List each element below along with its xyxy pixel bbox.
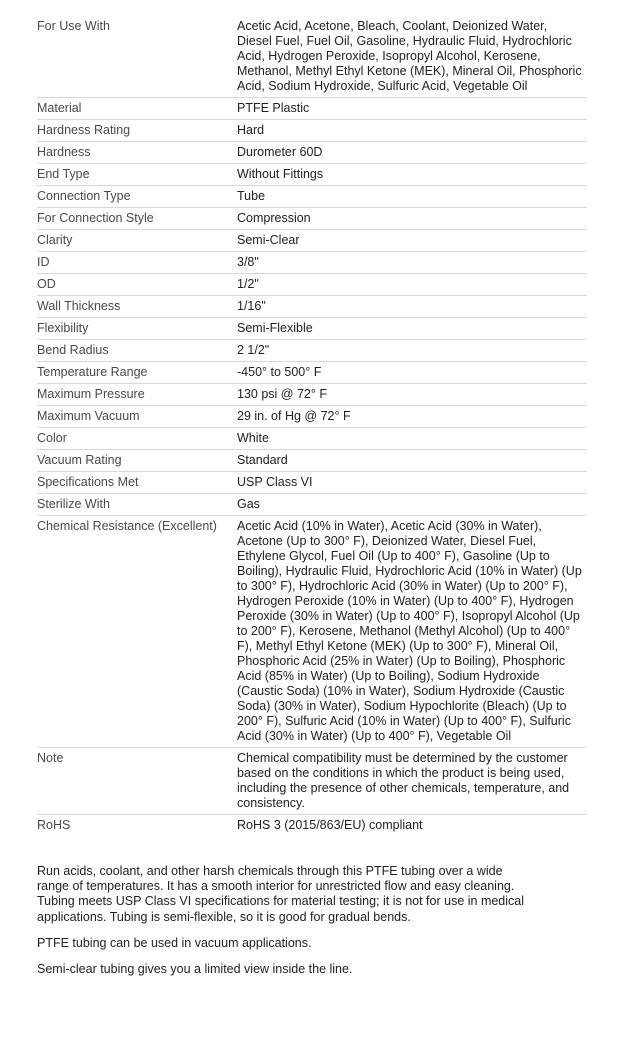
spec-value: Durometer 60D [237,142,587,164]
spec-row [37,472,587,494]
spec-value: 130 psi @ 72° F [237,384,587,406]
spec-value: USP Class VI [237,472,587,494]
spec-value: 3/8" [237,252,587,274]
spec-label: ID [37,252,237,274]
spec-row [37,230,587,252]
spec-label: Clarity [37,230,237,252]
spec-label: Material [37,98,237,120]
spec-row [37,120,587,142]
spec-value: PTFE Plastic [237,98,587,120]
description-paragraph: Run acids, coolant, and other harsh chemicals through this PTFE tubing over a wide range of temperatures. It has a smooth interior for unrestricted flow and easy cleaning. Tubing meets USP Class VI specifications for material testing; it is not for use in medical applications. Tubing is semi-flexible, so it is good for gradual bends. [37,864,525,924]
spec-row [37,406,587,428]
spec-value: Gas [237,494,587,516]
spec-label: RoHS [37,815,237,837]
spec-row [37,274,587,296]
spec-row [37,208,587,230]
spec-value: Hard [237,120,587,142]
spec-label: End Type [37,164,237,186]
product-description [37,864,527,977]
spec-row [37,18,587,98]
spec-row [37,164,587,186]
spec-label: Bend Radius [37,340,237,362]
spec-row [37,98,587,120]
spec-label: Connection Type [37,186,237,208]
spec-label: Chemical Resistance (Excellent) [37,516,237,748]
spec-value: White [237,428,587,450]
spec-label: Specifications Met [37,472,237,494]
spec-row [37,362,587,384]
spec-row [37,318,587,340]
spec-value: -450° to 500° F [237,362,587,384]
spec-value: Acetic Acid (10% in Water), Acetic Acid (30% in Water), Acetone (Up to 300° F), Deionized Water, Diesel Fuel, Ethylene Glycol, Fuel Oil (Up to 400° F), Gasoline (Up to Boiling), Hydraulic Fluid, Hydrochloric Acid (10% in Water) (Up to 300° F), Hydrochloric Acid (30% in Water) (Up to 200° F), Hydrogen Peroxide (10% in Water) (Up to 400° F), Hydrogen Peroxide (30% in Water) (Up to 400° F), Isopropyl Alcohol (Up to 200° F), Kerosene, Methanol (Methyl Alcohol) (Up to 400° F), Methyl Ethyl Ketone (MEK) (Up to 300° F), Mineral Oil, Phosphoric Acid (25% in Water) (Up to Boiling), Phosphoric Acid (85% in Water) (Up to Boiling), Sodium Hydroxide (Caustic Soda) (10% in Water), Sodium Hydroxide (Caustic Soda) (30% in Water), Sodium Hypochlorite (Bleach) (Up to 200° F), Sulfuric Acid (10% in Water) (Up to 400° F), Sulfuric Acid (30% in Water) (Up to 400° F), Vegetable Oil [237,516,587,748]
spec-label: Vacuum Rating [37,450,237,472]
spec-row [37,428,587,450]
spec-row [37,815,587,837]
spec-value: 29 in. of Hg @ 72° F [237,406,587,428]
spec-value: 1/2" [237,274,587,296]
spec-value: 2 1/2" [237,340,587,362]
spec-row [37,340,587,362]
description-paragraph: PTFE tubing can be used in vacuum applications. [37,935,312,950]
spec-label: For Use With [37,19,110,33]
spec-value: Without Fittings [237,164,587,186]
spec-label: For Connection Style [37,208,237,230]
spec-value: Compression [237,208,587,230]
spec-row [37,748,587,815]
spec-label: Wall Thickness [37,296,237,318]
spec-label: Hardness [37,142,237,164]
spec-label: Maximum Vacuum [37,406,237,428]
spec-value: Acetic Acid, Acetone, Bleach, Coolant, Deionized Water, Diesel Fuel, Fuel Oil, Gasoline, Hydraulic Fluid, Hydrochloric Acid, Hydrogen Peroxide, Isopropyl Alcohol, Kerosene, Methanol, Methyl Ethyl Ketone (MEK), Mineral Oil, Phosphoric Acid, Sodium Hydroxide, Sulfuric Acid, Vegetable Oil [237,19,582,93]
spec-label: Color [37,428,237,450]
spec-label: Maximum Pressure [37,384,237,406]
spec-label: Flexibility [37,318,237,340]
spec-label: Hardness Rating [37,120,237,142]
spec-value: RoHS 3 (2015/863/EU) compliant [237,815,587,837]
description-paragraph: Semi-clear tubing gives you a limited view inside the line. [37,962,353,977]
spec-row [37,186,587,208]
spec-row [37,450,587,472]
spec-label: OD [37,274,237,296]
spec-row [37,142,587,164]
spec-value: Standard [237,450,587,472]
spec-row [37,384,587,406]
spec-row [37,494,587,516]
spec-value: Chemical compatibility must be determined by the customer based on the conditions in which the product is being used, including the presence of other chemicals, temperature, and consistency. [237,748,587,815]
spec-value: Tube [237,186,587,208]
specifications-table [37,18,587,836]
spec-value: 1/16" [237,296,587,318]
spec-row [37,296,587,318]
spec-value: Semi-Flexible [237,318,587,340]
spec-label: Note [37,748,237,815]
spec-row [37,516,587,748]
spec-value: Semi-Clear [237,230,587,252]
spec-label: Sterilize With [37,494,237,516]
spec-row [37,252,587,274]
spec-label: Temperature Range [37,362,237,384]
